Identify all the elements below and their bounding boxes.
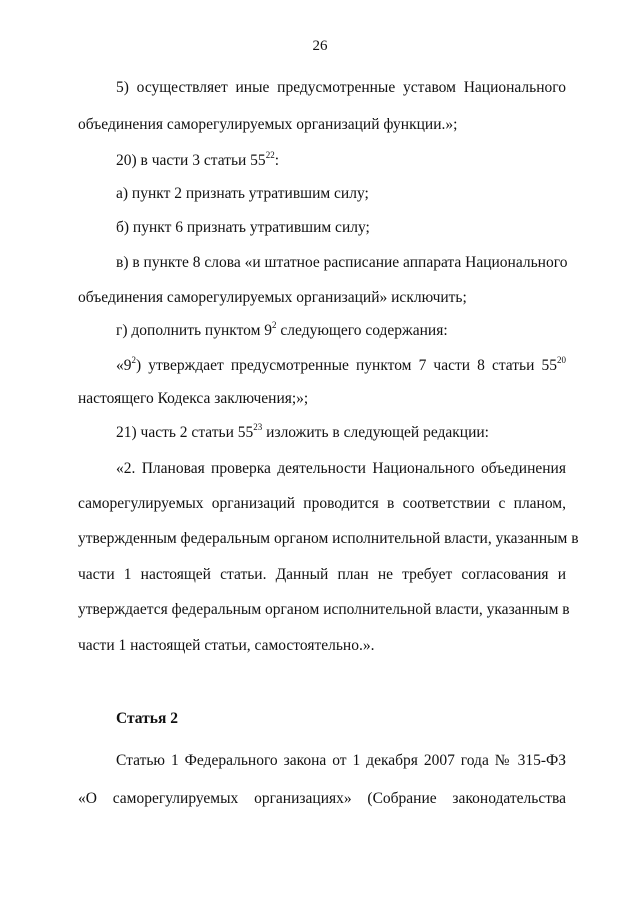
text-line: Статью 1 Федерального закона от 1 декабря 2007 года № 315-ФЗ	[116, 752, 566, 769]
text-line: «О саморегулируемых организациях» (Собрание законодательства	[78, 790, 566, 807]
text-line	[116, 423, 566, 443]
text-fragment: «9	[116, 357, 132, 374]
text-fragment: ) утверждает предусмотренные пунктом 7 части 8 статьи 55	[136, 357, 557, 374]
text-line: б) пункт 6 признать утратившим силу;	[116, 219, 370, 236]
superscript: 22	[265, 150, 275, 160]
text-line	[116, 151, 566, 171]
text-line: утвержденным федеральным органом исполнительной власти, указанным в	[78, 530, 579, 547]
text-line: саморегулируемых организаций проводится в соответствии с планом,	[78, 495, 566, 512]
text-line: утверждается федеральным органом исполнительной власти, указанным в	[78, 601, 570, 618]
text-fragment: изложить в следующей редакции:	[262, 424, 489, 441]
text-line: настоящего Кодекса заключения;»;	[78, 390, 309, 407]
text-line: объединения саморегулируемых организаций» исключить;	[78, 289, 467, 306]
superscript: 2	[272, 320, 277, 330]
superscript: 20	[557, 355, 566, 365]
text-fragment: 21) часть 2 статьи 55	[116, 424, 254, 441]
text-line	[116, 321, 566, 341]
text-line: 5) осуществляет иные предусмотренные уставом Национального	[116, 79, 566, 96]
text-line: «2. Плановая проверка деятельности Национального объединения	[116, 460, 566, 477]
text-line: объединения саморегулируемых организаций функции.»;	[78, 116, 458, 133]
text-fragment: г) дополнить пунктом 9	[116, 322, 273, 339]
section-heading: Статья 2	[116, 710, 178, 727]
superscript: 2	[131, 355, 136, 365]
text-line: в) в пункте 8 слова «и штатное расписание аппарата Национального	[116, 254, 568, 271]
text-line: части 1 настоящей статьи, самостоятельно.».	[78, 637, 375, 654]
superscript: 23	[253, 422, 263, 432]
text-fragment: 20) в части 3 статьи 55	[116, 152, 266, 169]
text-fragment: следующего содержания:	[276, 322, 448, 339]
text-line: части 1 настоящей статьи. Данный план не требует согласования и	[78, 566, 566, 583]
text-line	[116, 356, 566, 376]
page-number: 26	[312, 38, 328, 54]
text-fragment: :	[274, 152, 279, 169]
text-line: а) пункт 2 признать утратившим силу;	[116, 185, 369, 202]
